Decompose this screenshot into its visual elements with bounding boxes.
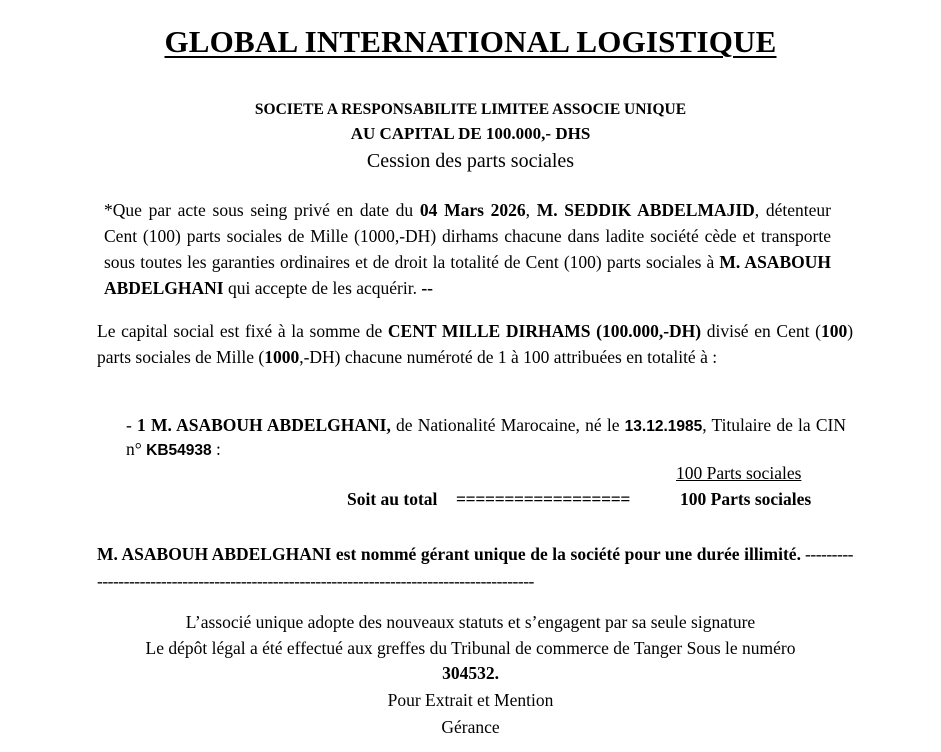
company-form: SOCIETE A RESPONSABILITE LIMITEE ASSOCIE UNIQUE bbox=[254, 101, 687, 118]
manager-paragraph bbox=[97, 541, 853, 595]
buyer-name: M. ASABOUH ABDELGHANI bbox=[104, 252, 831, 298]
cession-text: *Que par acte sous seing privé en date du bbox=[104, 200, 420, 220]
capital-text: Le capital social est fixé à la somme de bbox=[97, 321, 388, 341]
capital-text: divisé en Cent ( bbox=[701, 321, 821, 341]
closing-deposit: Le dépôt légal a été effectué aux greffes du Tribunal de commerce de Tanger Sous le numéro bbox=[145, 638, 796, 658]
holder-cin: KB54938 bbox=[146, 442, 212, 459]
notice-subject: Cession des parts sociales bbox=[366, 150, 575, 172]
deposit-number: 304532. bbox=[442, 663, 499, 683]
holder-paragraph bbox=[126, 414, 846, 462]
holder-text: , Titulaire de la CIN n° bbox=[126, 415, 847, 459]
cession-dashes: -- bbox=[421, 278, 434, 298]
holder-prefix: - bbox=[126, 415, 138, 435]
closing-signature: Gérance bbox=[441, 717, 500, 737]
share-unit-value: 1000 bbox=[264, 347, 300, 367]
cession-date: 04 Mars 2026 bbox=[419, 200, 526, 220]
holder-shares: 100 Parts sociales bbox=[676, 463, 802, 483]
manager-dashes: ------------------------------------------------------------------------------------------- bbox=[97, 544, 853, 591]
capital-text: ,-DH) chacune numéroté de 1 à 100 attribuées en totalité à : bbox=[299, 347, 718, 367]
closing-statutes: L’associé unique adopte des nouveaux statuts et s’engagent par sa seule signature bbox=[185, 612, 756, 632]
cession-text: , détenteur Cent (100) parts sociales de Mille (1000,-DH) dirhams chacune dans ladite société cède et transporte sous toutes les garanties ordinaires et de droit la totalité de Cent (100) parts sociales à bbox=[104, 200, 831, 272]
total-separator: ================== bbox=[456, 489, 631, 509]
total-label: Soit au total bbox=[347, 489, 438, 509]
cession-text: , bbox=[525, 200, 537, 220]
capital-amount: CENT MILLE DIRHAMS (100.000,-DH) bbox=[387, 321, 702, 341]
seller-name: M. SEDDIK ABDELMAJID bbox=[536, 200, 755, 220]
holder-birthdate: 13.12.1985 bbox=[624, 418, 703, 435]
cession-paragraph bbox=[104, 197, 831, 301]
holder-text: de Nationalité Marocaine, né le bbox=[390, 415, 625, 435]
holder-name: 1 M. ASABOUH ABDELGHANI, bbox=[137, 415, 391, 435]
closing-mention: Pour Extrait et Mention bbox=[387, 690, 554, 710]
holder-text: : bbox=[211, 439, 221, 459]
manager-text: M. ASABOUH ABDELGHANI est nommé gérant unique de la société pour une durée illimité. bbox=[97, 544, 801, 564]
total-shares: 100 Parts sociales bbox=[680, 489, 812, 509]
share-count: 100 bbox=[820, 321, 848, 341]
document-title: GLOBAL INTERNATIONAL LOGISTIQUE bbox=[164, 24, 777, 59]
company-capital: AU CAPITAL DE 100.000,- DHS bbox=[350, 124, 591, 143]
capital-text: ) parts sociales de Mille ( bbox=[97, 321, 854, 367]
capital-paragraph bbox=[97, 318, 853, 370]
cession-text: qui accepte de les acquérir. bbox=[223, 278, 422, 298]
